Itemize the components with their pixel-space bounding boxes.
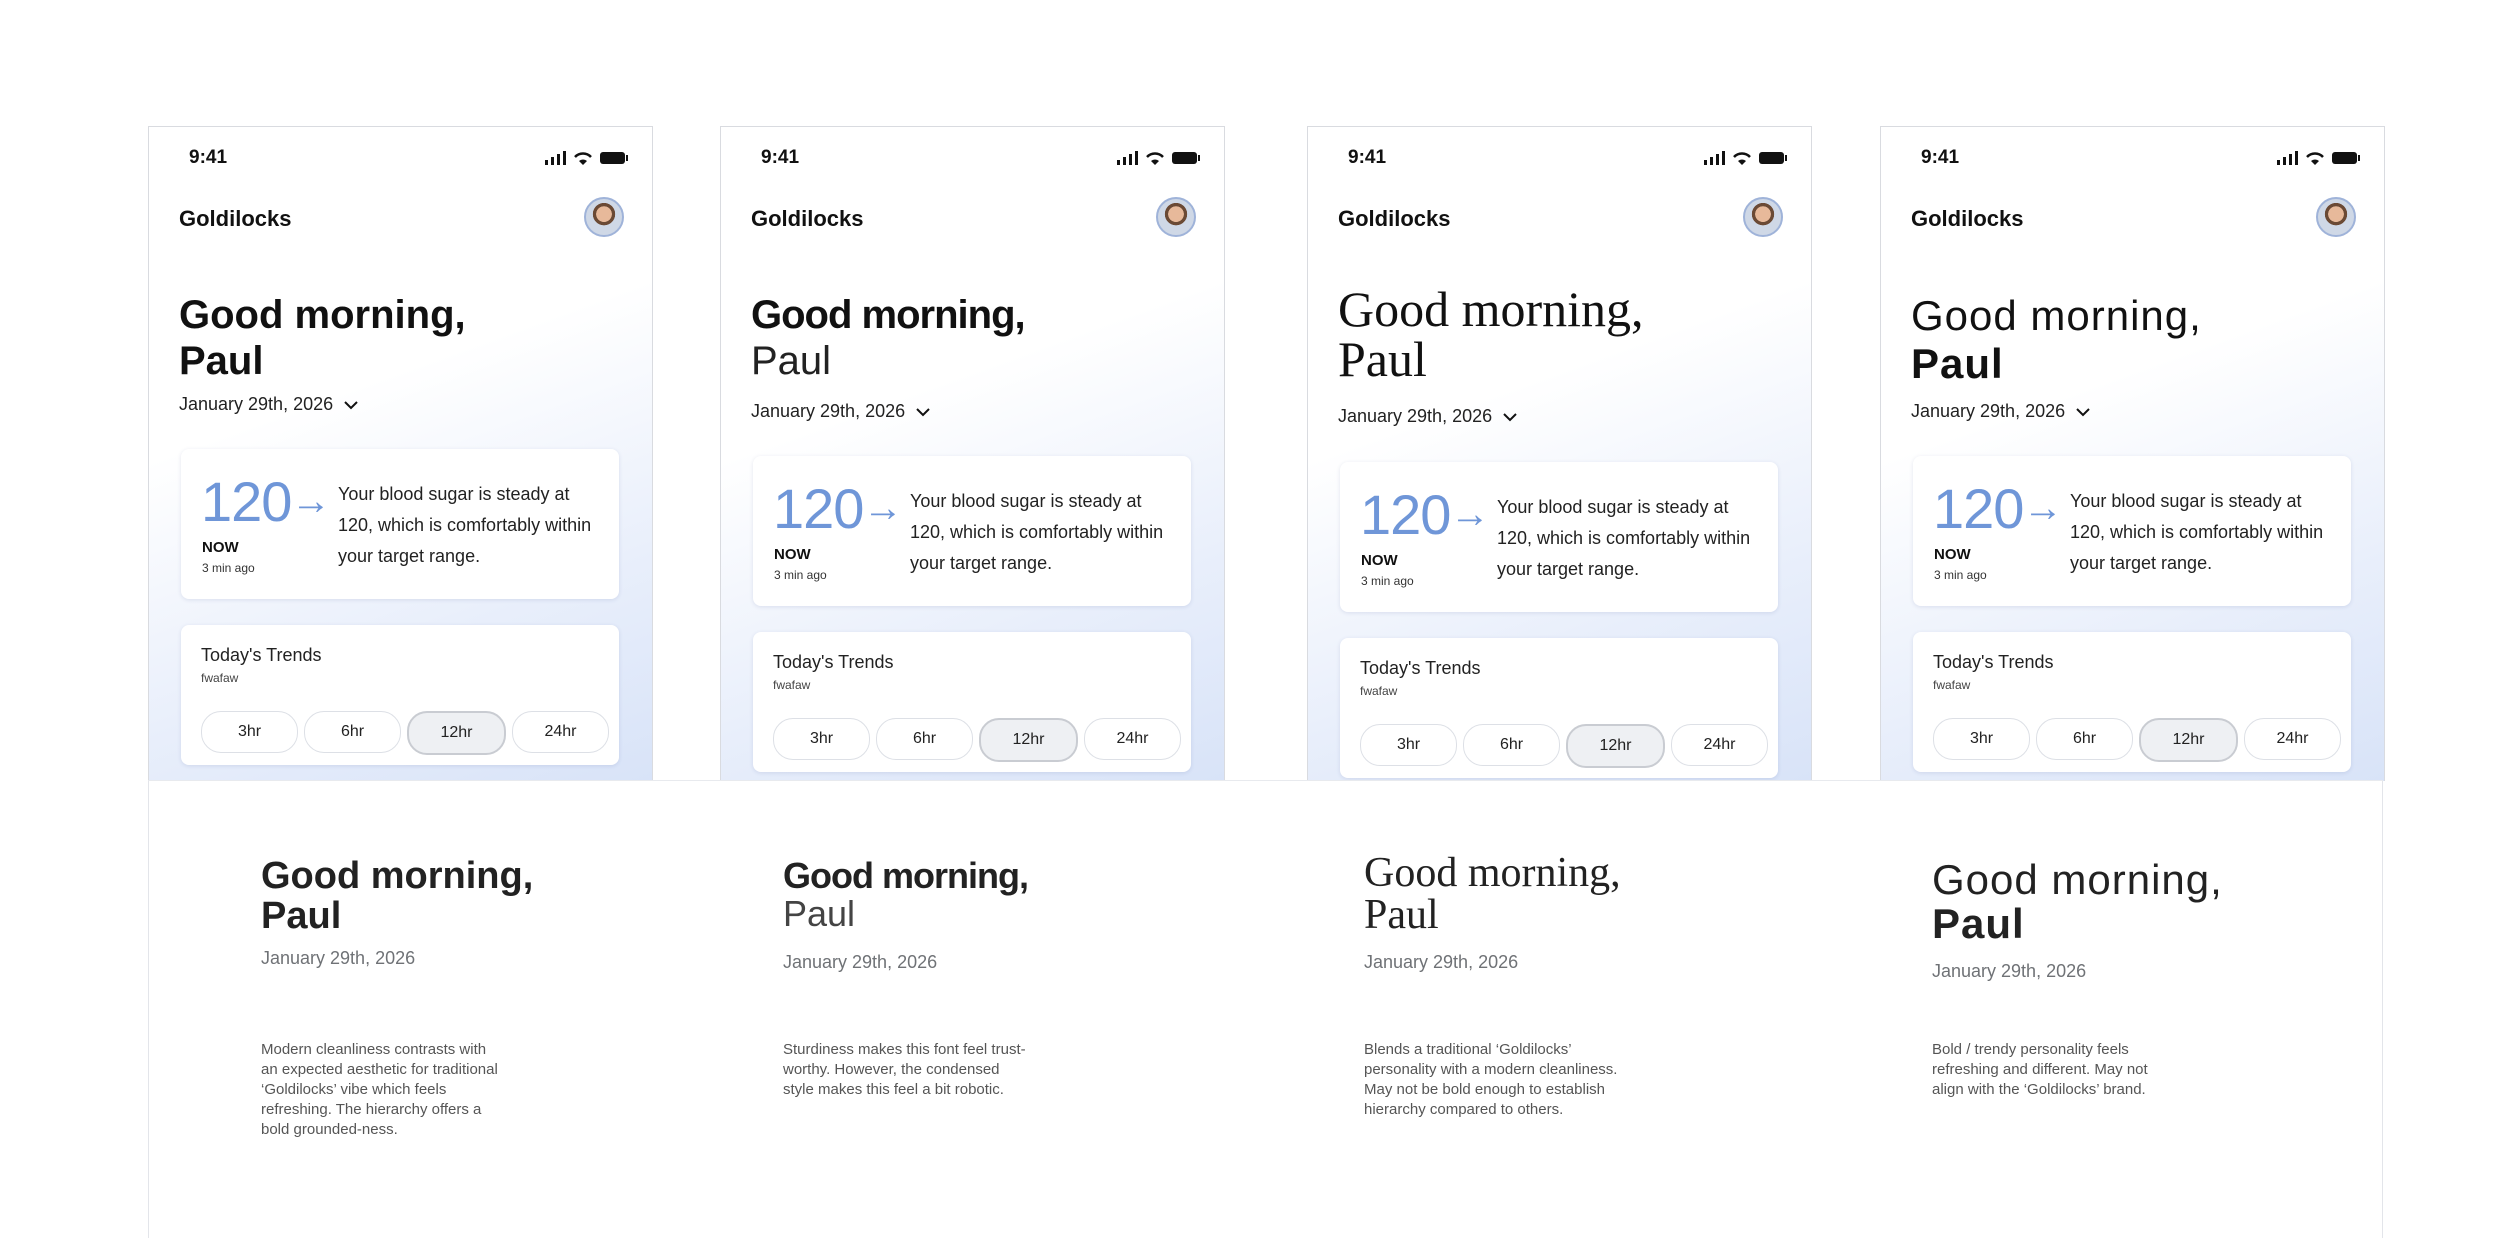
avatar[interactable] (1156, 197, 1196, 237)
specimen-note-3: Blends a traditional ‘Goldilocks’ personality with a modern cleanliness. May not be bold enough to establish hierarchy compared to others. (1364, 1041, 1618, 1118)
specimen-note-4: Bold / trendy personality feels refreshing and different. May not align with the ‘Goldilocks’ brand. (1932, 1041, 2148, 1098)
greeting (179, 292, 466, 384)
specimen-line1: Good morning, (1932, 856, 2223, 903)
date-label: January 29th, 2026 (1338, 406, 1493, 426)
specimen-name: Paul (783, 892, 856, 934)
greeting-line1: Good morning, (751, 293, 1025, 337)
trends-title: Today's Trends (1360, 658, 1481, 678)
status-time: 9:41 (1921, 147, 1960, 168)
specimen-name: Paul (1932, 900, 2025, 948)
reading-card (181, 449, 619, 599)
chevron-down-icon (343, 400, 359, 410)
arrow-right-icon: → (291, 479, 331, 523)
specimen-line1: Good morning, (261, 855, 534, 897)
signal-icon (2277, 151, 2299, 165)
status-bar (189, 147, 649, 171)
wifi-icon (1732, 151, 1752, 165)
reading-ago: 3 min ago (1361, 574, 1414, 588)
reading-value: 120 (1360, 483, 1451, 546)
battery-icon (2331, 151, 2361, 165)
specimen-date-3: January 29th, 2026 (1364, 952, 1519, 972)
range-24hr[interactable]: 24hr (512, 711, 609, 753)
range-24hr[interactable]: 24hr (1084, 718, 1181, 760)
trends-title: Today's Trends (201, 645, 322, 665)
battery-icon (1758, 151, 1788, 165)
date-label: January 29th, 2026 (179, 394, 334, 414)
battery-icon (599, 151, 629, 165)
specimen-greeting-4 (1932, 858, 2223, 946)
trends-card (1913, 632, 2351, 772)
range-6hr[interactable]: 6hr (2036, 718, 2133, 760)
specimen-note-2: Sturdiness makes this font feel trust- worthy. However, the condensed style makes this feel a bit robotic. (783, 1041, 1026, 1098)
phone-mockup-4 (1880, 126, 2385, 781)
range-24hr[interactable]: 24hr (1671, 724, 1768, 766)
app-name: Goldilocks (179, 206, 292, 231)
specimen-line1: Good morning, (1364, 850, 1621, 896)
signal-icon (545, 151, 567, 165)
range-12hr[interactable]: 12hr (2139, 718, 2238, 762)
status-time: 9:41 (761, 147, 800, 168)
phone-mockup-1 (148, 126, 653, 781)
specimen-greeting-1 (261, 857, 533, 937)
date-label: January 29th, 2026 (751, 401, 906, 421)
range-6hr[interactable]: 6hr (304, 711, 401, 753)
arrow-right-icon: → (1450, 492, 1490, 536)
greeting-name: Paul (751, 339, 832, 383)
status-bar (1348, 147, 1808, 171)
greeting-line1: Good morning, (1338, 281, 1644, 337)
chevron-down-icon (2075, 407, 2091, 417)
reading-card (1340, 462, 1778, 612)
reading-card (1913, 456, 2351, 606)
chevron-down-icon (915, 407, 931, 417)
range-12hr[interactable]: 12hr (979, 718, 1078, 762)
trends-card (181, 625, 619, 765)
specimen-name: Paul (1364, 892, 1439, 938)
status-time: 9:41 (1348, 147, 1387, 168)
specimen-line1: Good morning, (783, 855, 1028, 896)
range-3hr[interactable]: 3hr (1933, 718, 2030, 760)
signal-icon (1704, 151, 1726, 165)
range-24hr[interactable]: 24hr (2244, 718, 2341, 760)
reading-value: 120 (773, 477, 864, 540)
reading-now: NOW (1361, 552, 1398, 569)
range-3hr[interactable]: 3hr (773, 718, 870, 760)
trends-card (1340, 638, 1778, 778)
reading-now: NOW (774, 546, 811, 563)
greeting (751, 292, 1025, 384)
date-selector[interactable] (179, 394, 359, 415)
phone-mockup-3 (1307, 126, 1812, 781)
range-6hr[interactable]: 6hr (876, 718, 973, 760)
trends-subtitle: fwafaw (1933, 678, 1971, 692)
reading-now: NOW (202, 539, 239, 556)
battery-icon (1171, 151, 1201, 165)
date-selector[interactable] (751, 401, 931, 422)
range-6hr[interactable]: 6hr (1463, 724, 1560, 766)
avatar[interactable] (1743, 197, 1783, 237)
greeting-name: Paul (1911, 340, 2004, 388)
reading-card (753, 456, 1191, 606)
phone-mockup-2 (720, 126, 1225, 781)
greeting-name: Paul (1338, 331, 1427, 387)
reading-ago: 3 min ago (202, 561, 255, 575)
specimen-greeting-3 (1364, 852, 1621, 936)
wifi-icon (2305, 151, 2325, 165)
reading-message: Your blood sugar is steady at 120, which is comfortably within your target range. (910, 491, 1164, 573)
range-3hr[interactable]: 3hr (1360, 724, 1457, 766)
status-bar (1921, 147, 2381, 171)
specimen-name: Paul (261, 894, 342, 937)
avatar[interactable] (2316, 197, 2356, 237)
greeting (1338, 281, 1644, 387)
arrow-right-icon: → (2023, 486, 2063, 530)
type-specimen-panel (148, 780, 2383, 1238)
app-name: Goldilocks (1911, 206, 2024, 231)
range-3hr[interactable]: 3hr (201, 711, 298, 753)
trends-subtitle: fwafaw (773, 678, 811, 692)
date-selector[interactable] (1338, 406, 1518, 427)
specimen-date-1: January 29th, 2026 (261, 948, 416, 968)
reading-message: Your blood sugar is steady at 120, which is comfortably within your target range. (1497, 497, 1751, 579)
status-bar (761, 147, 1221, 171)
reading-value: 120 (1933, 477, 2024, 540)
wifi-icon (573, 151, 593, 165)
reading-ago: 3 min ago (1934, 568, 1987, 582)
greeting-line1: Good morning, (179, 293, 466, 337)
reading-message: Your blood sugar is steady at 120, which is comfortably within your target range. (338, 484, 592, 566)
signal-icon (1117, 151, 1139, 165)
reading-ago: 3 min ago (774, 568, 827, 582)
trends-subtitle: fwafaw (1360, 684, 1398, 698)
avatar[interactable] (584, 197, 624, 237)
reading-now: NOW (1934, 546, 1971, 563)
range-12hr[interactable]: 12hr (1566, 724, 1665, 768)
specimen-date-2: January 29th, 2026 (783, 952, 938, 972)
status-time: 9:41 (189, 147, 228, 168)
app-name: Goldilocks (751, 206, 864, 231)
trends-title: Today's Trends (773, 652, 894, 672)
wifi-icon (1145, 151, 1165, 165)
date-label: January 29th, 2026 (1911, 401, 2066, 421)
trends-card (753, 632, 1191, 772)
chevron-down-icon (1502, 412, 1518, 422)
trends-title: Today's Trends (1933, 652, 2054, 672)
specimen-greeting-2 (783, 857, 1028, 933)
app-name: Goldilocks (1338, 206, 1451, 231)
date-selector[interactable] (1911, 401, 2091, 422)
greeting-name: Paul (179, 339, 264, 383)
reading-value: 120 (201, 470, 292, 533)
arrow-right-icon: → (863, 486, 903, 530)
specimen-date-4: January 29th, 2026 (1932, 961, 2087, 981)
reading-message: Your blood sugar is steady at 120, which is comfortably within your target range. (2070, 491, 2324, 573)
trends-subtitle: fwafaw (201, 671, 239, 685)
greeting (1911, 292, 2202, 389)
range-12hr[interactable]: 12hr (407, 711, 506, 755)
specimen-note-1: Modern cleanliness contrasts with an expected aesthetic for traditional ‘Goldilocks’ vibe which feels refreshing. The hierarchy offers a bold grounded-ness. (261, 1041, 498, 1138)
greeting-line1: Good morning, (1911, 292, 2202, 339)
